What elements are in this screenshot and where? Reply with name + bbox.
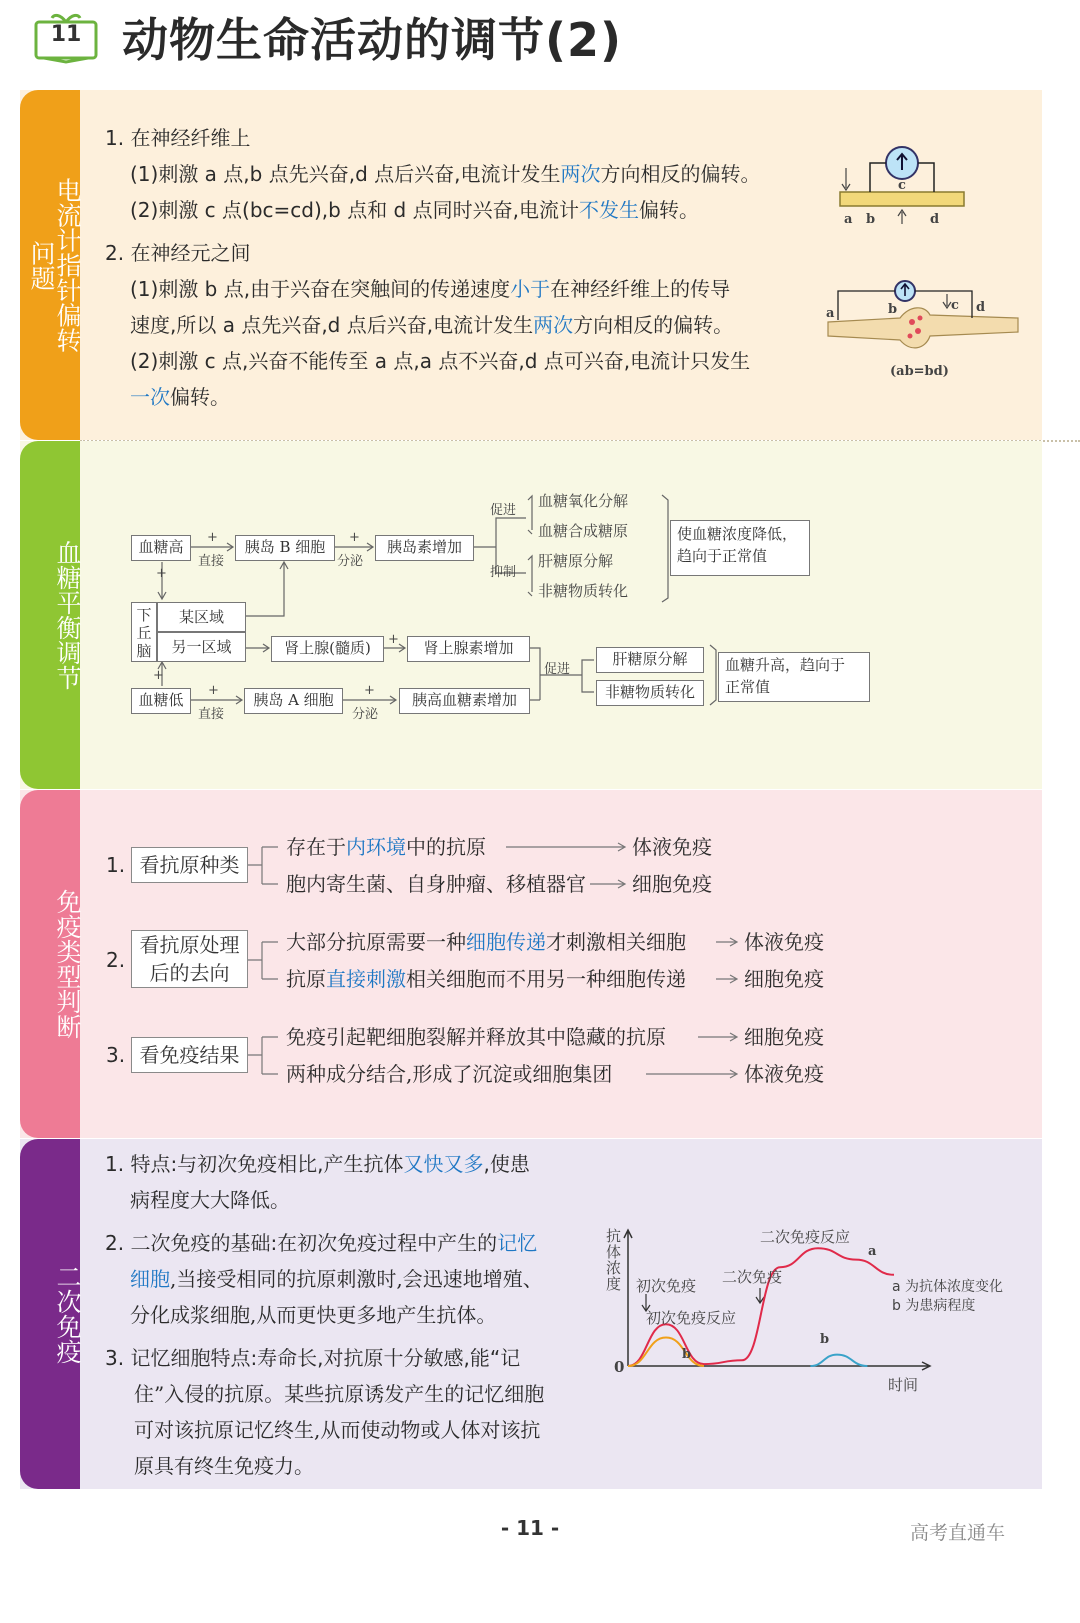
chart-origin: 0	[614, 1358, 625, 1376]
group-number: 1.	[106, 853, 126, 877]
series-line-b-2	[810, 1355, 867, 1366]
box-nonsugar-conversion: 非糖物质转化	[596, 680, 704, 706]
text-line: 1. 特点:与初次免疫相比,产生抗体又快又多,使患	[105, 1152, 530, 1176]
box-blood-sugar-low: 血糖低	[131, 688, 191, 714]
text-line: 细胞,当接受相同的抗原刺激时,会迅速地增殖、	[130, 1267, 543, 1291]
group-number: 3.	[106, 1043, 126, 1067]
list-item: 肝糖原分解	[538, 552, 614, 570]
result-humoral: 体液免疫	[744, 930, 824, 954]
chart-point-label-a: a	[868, 1244, 877, 1259]
text-line: 抗原直接刺激相关细胞而不用另一种细胞传递	[286, 967, 686, 991]
chapter-number: 11	[50, 22, 82, 47]
result-cellular: 细胞免疫	[632, 872, 712, 896]
fig2-caption: (ab=bd)	[890, 364, 949, 379]
text-line: 可对该抗原记忆终生,从而使动物或人体对该抗	[134, 1418, 541, 1442]
box-result-increase: 血糖升高，趋向于 正常值	[718, 652, 870, 702]
text-line: 3. 记忆细胞特点:寿命长,对抗原十分敏感,能“记	[105, 1346, 521, 1370]
section-tab-label: 二次免疫	[53, 1264, 82, 1364]
brand-watermark: 高考直通车	[910, 1522, 1006, 1544]
text-line: 免疫引起靶细胞裂解并释放其中隐藏的抗原	[286, 1025, 666, 1049]
label-secrete: 分泌	[337, 554, 364, 569]
text-line: 大部分抗原需要一种细胞传递才刺激相关细胞	[286, 930, 686, 954]
chart-annotation: 二次免疫	[722, 1268, 783, 1286]
text-line: (2)刺激 c 点(bc=cd),b 点和 d 点同时兴奋,电流计不发生偏转。	[130, 198, 699, 222]
list-item: 血糖氧化分解	[538, 492, 629, 510]
criterion-box: 看抗原种类	[131, 847, 248, 883]
label-plus: +	[208, 683, 219, 698]
box-adrenal-medulla: 肾上腺(髓质)	[271, 636, 384, 662]
list-item: 非糖物质转化	[538, 582, 629, 600]
box-result-decrease: 使血糖浓度降低， 趋向于正常值	[670, 520, 810, 576]
text-line: 速度,所以 a 点先兴奋,d 点后兴奋,电流计发生两次方向相反的偏转。	[130, 313, 734, 337]
label-direct: 直接	[198, 554, 225, 569]
text-line: 2. 二次免疫的基础:在初次免疫过程中产生的记忆	[105, 1231, 538, 1255]
section-tab-label: 电流计指针偏转问题	[27, 177, 82, 353]
fig2-label-c: c	[951, 298, 959, 313]
text-line: 原具有终生免疫力。	[134, 1454, 314, 1478]
text-line: 住”入侵的抗原。某些抗原诱发产生的记忆细胞	[134, 1382, 545, 1406]
box-insulin-increase: 胰岛素增加	[375, 535, 474, 561]
result-humoral: 体液免疫	[632, 835, 712, 859]
fig1-label-c: c	[898, 178, 906, 193]
fig1-label-d: d	[930, 212, 940, 227]
label-direct: 直接	[198, 707, 225, 722]
y-axis	[624, 1230, 632, 1366]
text-line: 两种成分结合,形成了沉淀或细胞集团	[286, 1062, 613, 1086]
chart-annotation: 二次免疫反应	[760, 1228, 851, 1246]
label-plus: +	[349, 530, 360, 545]
chart-annotation: 初次免疫	[636, 1277, 697, 1295]
chart-point-label-b: b	[820, 1332, 830, 1347]
x-axis	[628, 1362, 930, 1370]
chart-legend-item: b 为患病程度	[892, 1298, 976, 1314]
box-adrenaline-increase: 肾上腺素增加	[407, 636, 530, 662]
box-glycogenolysis: 肝糖原分解	[596, 647, 704, 673]
criterion-box: 看免疫结果	[131, 1037, 248, 1073]
label-plus: +	[153, 668, 164, 683]
fig2-label-a: a	[826, 306, 835, 321]
box-blood-sugar-high: 血糖高	[131, 535, 191, 561]
fig1-label-b: b	[866, 212, 876, 227]
criterion-box: 看抗原处理 后的去向	[131, 930, 248, 988]
text-line: (1)刺激 b 点,由于兴奋在突触间的传递速度小于在神经纤维上的传导	[130, 277, 731, 301]
text-line: (1)刺激 a 点,b 点先兴奋,d 点后兴奋,电流计发生两次方向相反的偏转。	[130, 162, 761, 186]
label-promote: 促进	[544, 662, 571, 677]
box-glucagon-increase: 胰高血糖素增加	[399, 688, 530, 714]
page-title: 动物生命活动的调节(2)	[122, 13, 623, 67]
result-cellular: 细胞免疫	[744, 967, 824, 991]
label-plus: +	[364, 683, 375, 698]
result-cellular: 细胞免疫	[744, 1025, 824, 1049]
fig2-label-d: d	[976, 300, 986, 315]
text-line: 病程度大大降低。	[130, 1188, 290, 1212]
box-region-two: 另一区域	[157, 632, 246, 662]
text-line: 分化成浆细胞,从而更快更多地产生抗体。	[130, 1303, 497, 1327]
label-secrete: 分泌	[352, 707, 379, 722]
page-number: - 11 -	[500, 1516, 560, 1540]
chart-point-label-b: b	[682, 1347, 692, 1362]
group-number: 2.	[106, 948, 126, 972]
chart-legend-item: a 为抗体浓度变化	[892, 1279, 1004, 1295]
label-promote: 促进	[490, 503, 517, 518]
item-title: 2. 在神经元之间	[105, 241, 251, 265]
box-islet-a-cell: 胰岛 A 细胞	[244, 688, 343, 714]
label-inhibit: 抑制	[490, 565, 517, 580]
chart-x-label: 时间	[888, 1376, 919, 1394]
label-plus: +	[156, 566, 167, 581]
text-line: 胞内寄生菌、自身肿瘤、移植器官	[286, 872, 586, 896]
text-line: 存在于内环境中的抗原	[286, 835, 486, 859]
item-title: 1. 在神经纤维上	[105, 126, 251, 150]
series-line-b-1	[628, 1338, 704, 1367]
list-item: 血糖合成糖原	[538, 522, 629, 540]
section-tab-label: 免疫类型判断	[53, 889, 82, 1039]
text-line: (2)刺激 c 点,兴奋不能传至 a 点,a 点不兴奋,d 点可兴奋,电流计只发生	[130, 349, 751, 373]
fig1-label-a: a	[844, 212, 853, 227]
chart-annotation: 初次免疫反应	[646, 1309, 737, 1327]
box-region-one: 某区域	[157, 602, 246, 632]
chart-y-label: 抗体浓度	[606, 1227, 622, 1293]
label-plus: +	[207, 530, 218, 545]
text-line: 一次偏转。	[130, 385, 230, 409]
section-tab-label: 血糖平衡调节	[53, 540, 82, 690]
label-plus: +	[388, 632, 399, 647]
box-hypothalamus: 下丘脑	[131, 602, 157, 662]
box-islet-b-cell: 胰岛 B 细胞	[235, 535, 335, 561]
result-humoral: 体液免疫	[744, 1062, 824, 1086]
fig2-label-b: b	[888, 302, 898, 317]
